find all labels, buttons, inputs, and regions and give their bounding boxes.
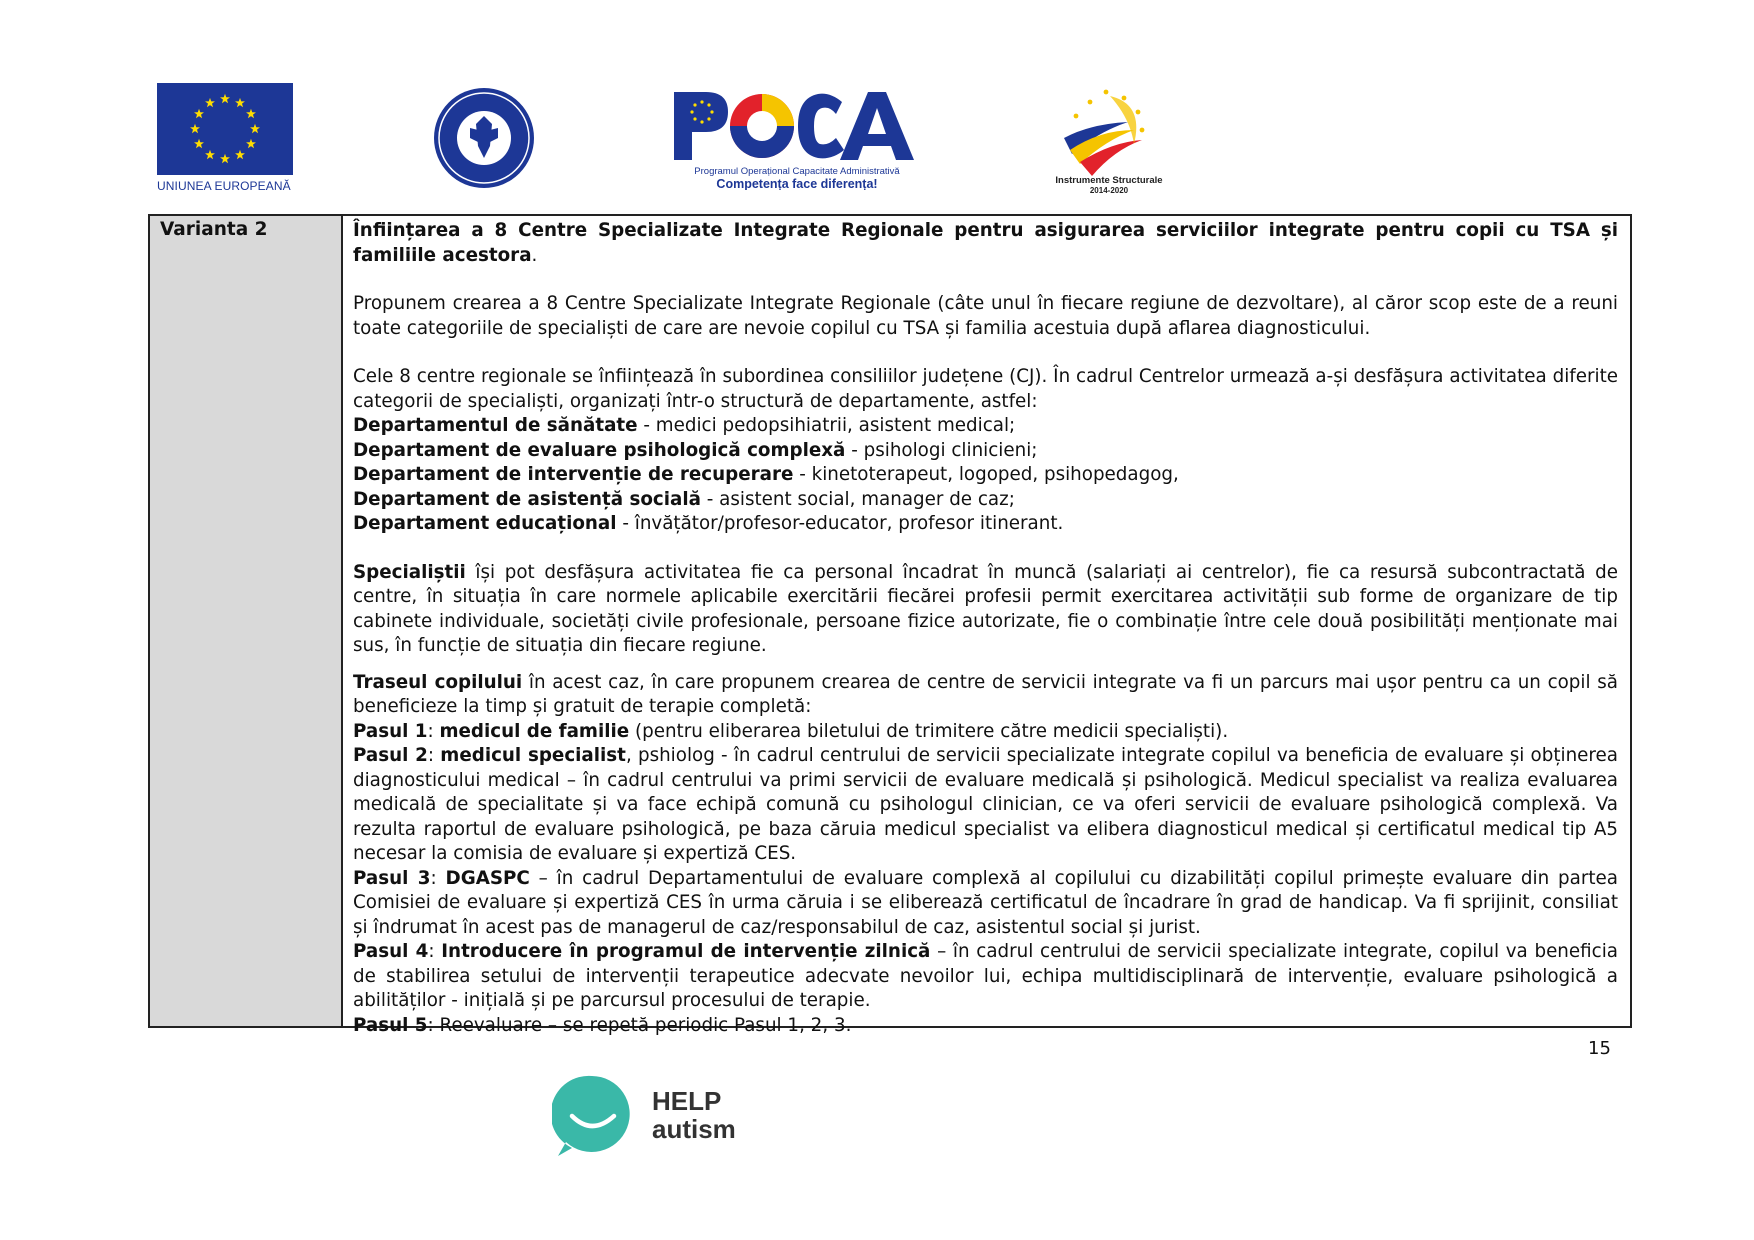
variant-title bbox=[353, 219, 1618, 268]
variant-content-cell bbox=[343, 216, 1630, 1036]
step-item bbox=[353, 867, 1618, 941]
help-line2: autism bbox=[652, 1114, 736, 1144]
department-name: Departament educațional bbox=[353, 513, 617, 534]
eu-star-icon bbox=[205, 150, 215, 159]
specialists-text: își pot desfășura activitatea fie ca personal încadrat în muncă (salariați ai centrelor), fie ca resursă subcontractată de centre, în situația în care normele aplicabile exercitării fiecărei profesii permit exercitarea activității sub forme de organizare de tip cabinete individuale, societăți civile profesionale, persoane fizice autorizate, fie o combinație între cele două posibilități menționate mai sus, în funcție de situația din fiecare regiune. bbox=[353, 561, 1618, 656]
poca-slogan: Competența face diferența! bbox=[716, 177, 878, 190]
department-desc: - învățător/profesor-educator, profesor itinerant. bbox=[616, 513, 1064, 534]
eu-star-icon bbox=[246, 139, 256, 148]
eu-star-icon bbox=[190, 124, 200, 133]
eu-star-icon bbox=[220, 94, 230, 103]
step-text: Reevaluare – se repetă periodic Pasul 1, 2, 3. bbox=[439, 1014, 852, 1036]
step-item bbox=[353, 744, 1618, 867]
step-sep: : bbox=[428, 941, 442, 962]
step-sep: : bbox=[430, 867, 446, 889]
step-title: Introducere în programul de intervenție zilnică bbox=[441, 941, 931, 962]
help-line1: HELP bbox=[652, 1086, 722, 1116]
department-item bbox=[353, 439, 1618, 464]
variant-title-bold: Înființarea a 8 Centre Specializate Integrate Regionale pentru asigurarea serviciilor integrate pentru copii cu TSA și familiile acestora bbox=[353, 220, 1618, 266]
step-sep: : bbox=[427, 720, 440, 742]
step-item bbox=[353, 1014, 1618, 1039]
department-item bbox=[353, 512, 1618, 537]
eu-star-icon bbox=[235, 150, 245, 159]
step-title: medicul specialist bbox=[440, 745, 626, 766]
eu-star-icon bbox=[235, 98, 245, 107]
step-item bbox=[353, 720, 1618, 745]
traseu-text: în acest caz, în care propunem crearea de centre de servicii integrate va fi un parcurs mai ușor pentru ca un copil să beneficieze la timp și gratuit de terapie completă: bbox=[353, 671, 1618, 717]
step-text: (pentru eliberarea biletului de trimitere către medicii specialiști). bbox=[629, 720, 1229, 742]
variant-title-end: . bbox=[531, 244, 538, 266]
header-logos bbox=[0, 0, 1754, 210]
paragraph-specialists bbox=[353, 561, 1618, 659]
poca-logo bbox=[672, 86, 922, 190]
eu-star-icon bbox=[246, 109, 256, 118]
page-number: 15 bbox=[1588, 1038, 1611, 1059]
paragraph-traseu bbox=[353, 671, 1618, 720]
government-seal-logo bbox=[432, 86, 536, 190]
help-autism-logo bbox=[552, 1072, 742, 1158]
department-desc: - psihologi clinicieni; bbox=[845, 439, 1038, 461]
department-desc: - asistent social, manager de caz; bbox=[700, 488, 1015, 510]
step-sep: : bbox=[427, 1014, 440, 1036]
step-label: Pasul 5 bbox=[353, 1014, 428, 1036]
eu-star-icon bbox=[250, 124, 260, 133]
eu-flag-icon bbox=[157, 83, 293, 175]
eu-star-icon bbox=[220, 154, 230, 163]
department-item bbox=[353, 488, 1618, 513]
department-item bbox=[353, 463, 1618, 488]
eu-star-icon bbox=[194, 139, 204, 148]
department-name: Departament de intervenție de recuperare bbox=[353, 464, 794, 485]
department-name: Departament de evaluare psihologică complexă bbox=[353, 439, 846, 461]
step-label: Pasul 2 bbox=[353, 745, 428, 766]
variant-label: Varianta 2 bbox=[160, 219, 268, 240]
paragraph-purpose: Propunem crearea a 8 Centre Specializate Integrate Regionale (câte unul în fiecare regiune de dezvoltare), al căror scop este de a reuni toate categoriile de specialiști de care are nevoie copilul cu TSA și familia acestuia după aflarea diagnosticului. bbox=[353, 293, 1618, 339]
eu-star-icon bbox=[194, 109, 204, 118]
department-item bbox=[353, 414, 1618, 439]
step-text: , pshiolog - în cadrul centrului de servicii specializate integrate copilul va beneficia de evaluare și obținerea diagnosticului medical – în cadrul centrului va primi servicii de evaluare medicală și psihologică. Medicul specialist va realiza evaluarea medicală de specialitate și va face echipă comună cu psihologul clinician, ce va oferi servicii de evaluare psihologică complexă. Va rezulta raportul de evaluare psihologică, pe baza căruia medicul specialist va elibera diagnosticul medical și certificatul medical tip A5 necesar la comisia de evaluare și expertiză CES. bbox=[353, 745, 1618, 864]
step-title: DGASPC bbox=[445, 867, 530, 889]
is-line2: 2014-2020 bbox=[1089, 186, 1129, 194]
poca-subtitle: Programul Operațional Capacitate Administrativă bbox=[694, 166, 900, 177]
step-sep: : bbox=[427, 745, 441, 766]
department-list bbox=[353, 414, 1618, 537]
eu-caption: UNIUNEA EUROPEANĂ bbox=[157, 179, 291, 193]
specialists-bold: Specialiștii bbox=[353, 561, 466, 583]
step-title: medicul de familie bbox=[439, 720, 630, 742]
instrumente-structurale-logo bbox=[1050, 84, 1168, 194]
step-label: Pasul 1 bbox=[353, 720, 428, 742]
paragraph-structure: Cele 8 centre regionale se înființează în subordinea consiliilor județene (CJ). În cadrul Centrelor urmează a-și desfășura activitatea diferite categorii de specialiști, organizați într-o structură de departamente, astfel: bbox=[353, 366, 1618, 412]
department-name: Departamentul de sănătate bbox=[353, 415, 638, 436]
step-item bbox=[353, 940, 1618, 1014]
step-text: – în cadrul centrului de servicii specializate integrate, copilul va beneficia de stabilirea setului de intervenții terapeutice adecvate nevoilor lui, echipa multidisciplinară de intervenție, evaluare psihologică a abilităților - inițială și pe parcursul procesului de terapie. bbox=[353, 941, 1618, 1011]
department-desc: - kinetoterapeut, logoped, psihopedagog, bbox=[793, 464, 1179, 485]
step-text: – în cadrul Departamentului de evaluare complexă al copilului cu dizabilități copilul primește evaluare din partea Comisiei de evaluare și expertiză CES în urma căruia i se eliberează certificatul de încadrare în grad de handicap. Va fi sprijinit, consiliat și îndrumat în acest pas de managerul de caz/responsabilul de caz, asistentul social și jurist. bbox=[353, 867, 1618, 938]
department-desc: - medici pedopsihiatrii, asistent medical; bbox=[637, 415, 1016, 436]
step-label: Pasul 3 bbox=[353, 867, 431, 889]
department-name: Departament de asistență socială bbox=[353, 488, 701, 510]
steps-list bbox=[353, 720, 1618, 1039]
variant-label-cell bbox=[150, 216, 343, 1026]
eu-star-icon bbox=[205, 98, 215, 107]
variant-table bbox=[148, 214, 1632, 1036]
is-line1: Instrumente Structurale bbox=[1055, 175, 1163, 186]
eu-logo bbox=[157, 83, 293, 195]
step-label: Pasul 4 bbox=[353, 941, 429, 962]
traseu-bold: Traseul copilului bbox=[353, 671, 523, 693]
